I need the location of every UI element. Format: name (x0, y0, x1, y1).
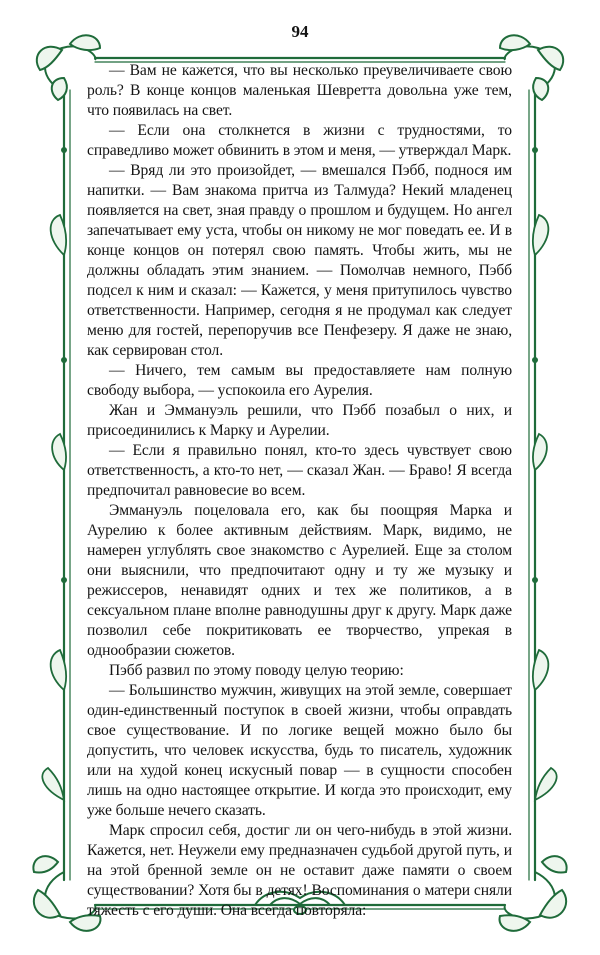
page-number: 94 (291, 22, 309, 41)
paragraph: Марк спросил себя, достиг ли он чего-нибудь в этой жизни. Кажется, нет. Неужели ему предназначен судьбой другой путь, и на этой бренной земле он не оставит даже памяти о своем существовании? Хотя бы в детях! Воспоминания о матери сняли тяжесть с его души. Она всегда повторяла: (87, 822, 512, 919)
page-body-text (87, 61, 512, 921)
paragraph: — Вряд ли это произойдет, — вмешался Пэбб, поднося им напитки. — Вам знакома притча из Талмуда? Некий младенец появляется на свет, зная правду о прошлом и будущем. Но ангел запечатывает ему уста, чтобы он никому не мог поведать ее. И в конце концов он потерял свою память. Чтобы жить, мы не должны обладать этим знанием. — Помолчав немного, Пэбб подсел к ним и сказал: — Кажется, у меня притупилось чувство ответственности. Например, сегодня я не продумал как следует меню для гостей, перепоручив все Пенфезеру. Я даже не знаю, как сервирован стол. (87, 162, 512, 359)
paragraph: — Ничего, тем самым вы предоставляете нам полную свободу выбора, — успокоила его Аурелия. (87, 362, 512, 399)
paragraph: — Если она столкнется в жизни с трудностями, то справедливо может обвинить в этом и меня, — утверждал Марк. (87, 122, 512, 159)
paragraph: — Если я правильно понял, кто-то здесь чувствует свою ответственность, а кто-то нет, — сказал Жан. — Браво! Я всегда предпочитал равновесие во всем. (87, 442, 512, 499)
paragraph: Эммануэль поцеловала его, как бы поощряя Марка и Аурелию к более активным действиям. Марк, видимо, не намерен углублять свое знакомство с Аурелией. Еще за столом они выяснили, что предпочитают одну и ту же музыку и режиссеров, ненавидят одних и тех же политиков, а в сексуальном плане вполне равнодушны друг к другу. Марк даже позволил себе покритиковать ее творчество, упрекая в однообразии сюжетов. (87, 502, 512, 659)
paragraph: — Большинство мужчин, живущих на этой земле, совершает один-единственный поступок в своей жизни, чтобы оправдать свое существование. И по логике вещей можно было бы допустить, что человек искусства, будь то писатель, художник или на худой конец искусный повар — в сущности способен лишь на одно настоящее открытие. И когда это происходит, ему уже больше нечего сказать. (87, 682, 512, 819)
paragraph: — Вам не кажется, что вы несколько преувеличиваете свою роль? В конце концов маленькая Шевретта довольна уже тем, что появилась на свет. (87, 62, 512, 119)
paragraph: Пэбб развил по этому поводу целую теорию: (109, 662, 404, 679)
paragraph: Жан и Эммануэль решили, что Пэбб позабыл о них, и присоединились к Марку и Аурелии. (87, 402, 512, 439)
